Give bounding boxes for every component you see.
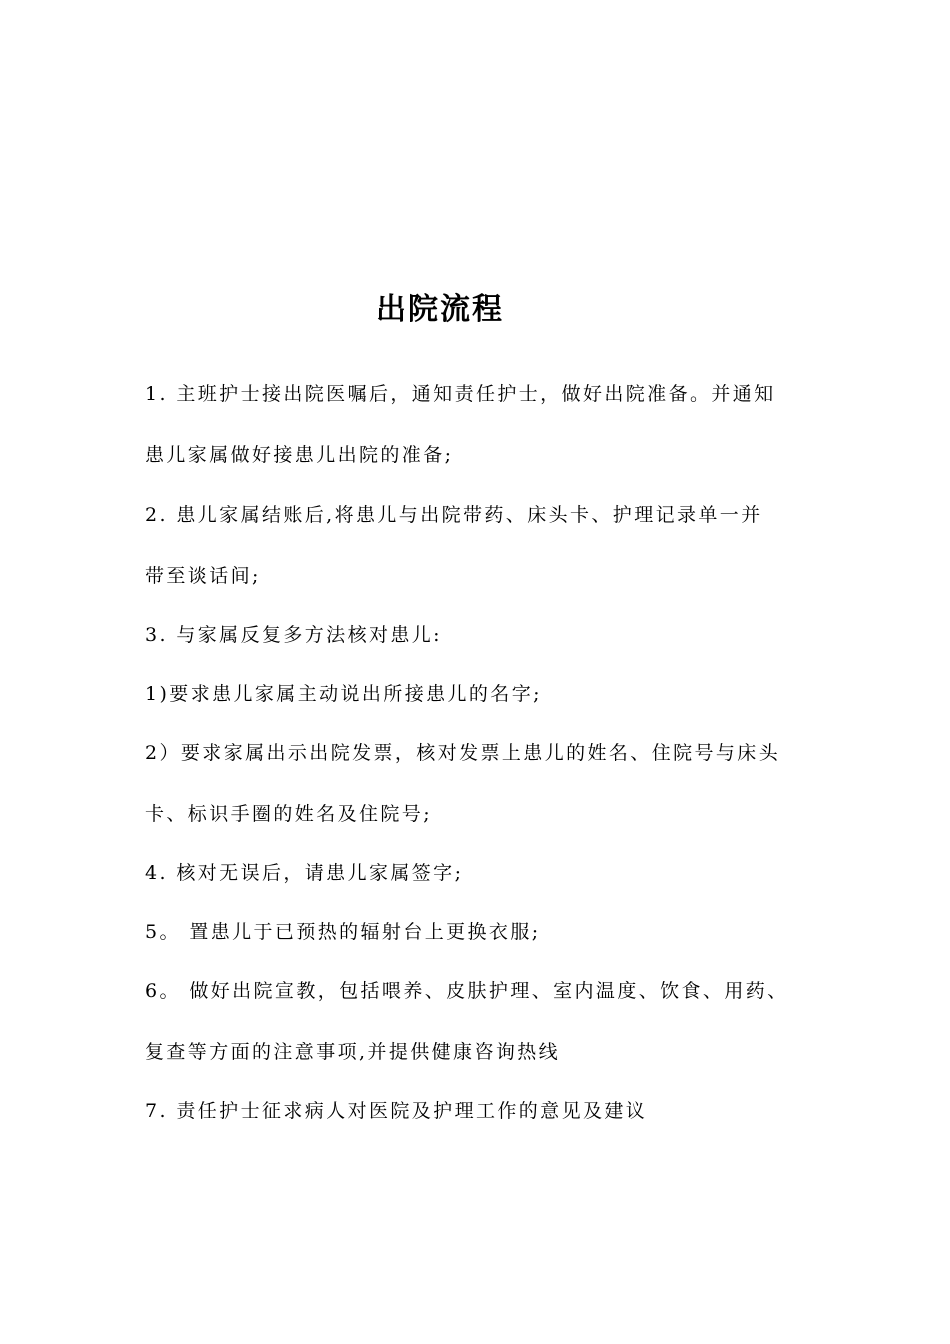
step-6-line-2: 复查等方面的注意事项,并提供健康咨询热线: [145, 1041, 561, 1063]
step-3-sub-2-line-2: 卡、标识手圈的姓名及住院号;: [145, 803, 433, 825]
step-4-line: 4. 核对无误后，请患儿家属签字;: [145, 862, 464, 884]
step-3-sub-1: 1)要求患儿家属主动说出所接患儿的名字;: [145, 683, 542, 705]
step-3-line: 3. 与家属反复多方法核对患儿:: [145, 624, 442, 646]
step-6-line-1: 6。 做好出院宣教，包括喂养、皮肤护理、室内温度、饮食、用药、: [145, 980, 789, 1002]
step-2-line-2: 带至谈话间;: [145, 565, 261, 587]
step-7-line: 7. 责任护士征求病人对医院及护理工作的意见及建议: [145, 1100, 648, 1122]
step-5-line: 5。 置患儿于已预热的辐射台上更换衣服;: [145, 921, 541, 943]
step-1-line-2: 患儿家属做好接患儿出院的准备;: [145, 444, 454, 466]
step-2-line-1: 2. 患儿家属结账后,将患儿与出院带药、床头卡、护理记录单一并: [145, 504, 763, 526]
step-3-sub-2-line-1: 2）要求家属出示出院发票，核对发票上患儿的姓名、住院号与床头: [145, 742, 781, 764]
document-title: 出院流程: [376, 292, 504, 327]
step-1-line-1: 1. 主班护士接出院医嘱后，通知责任护士，做好出院准备。并通知: [145, 383, 776, 405]
